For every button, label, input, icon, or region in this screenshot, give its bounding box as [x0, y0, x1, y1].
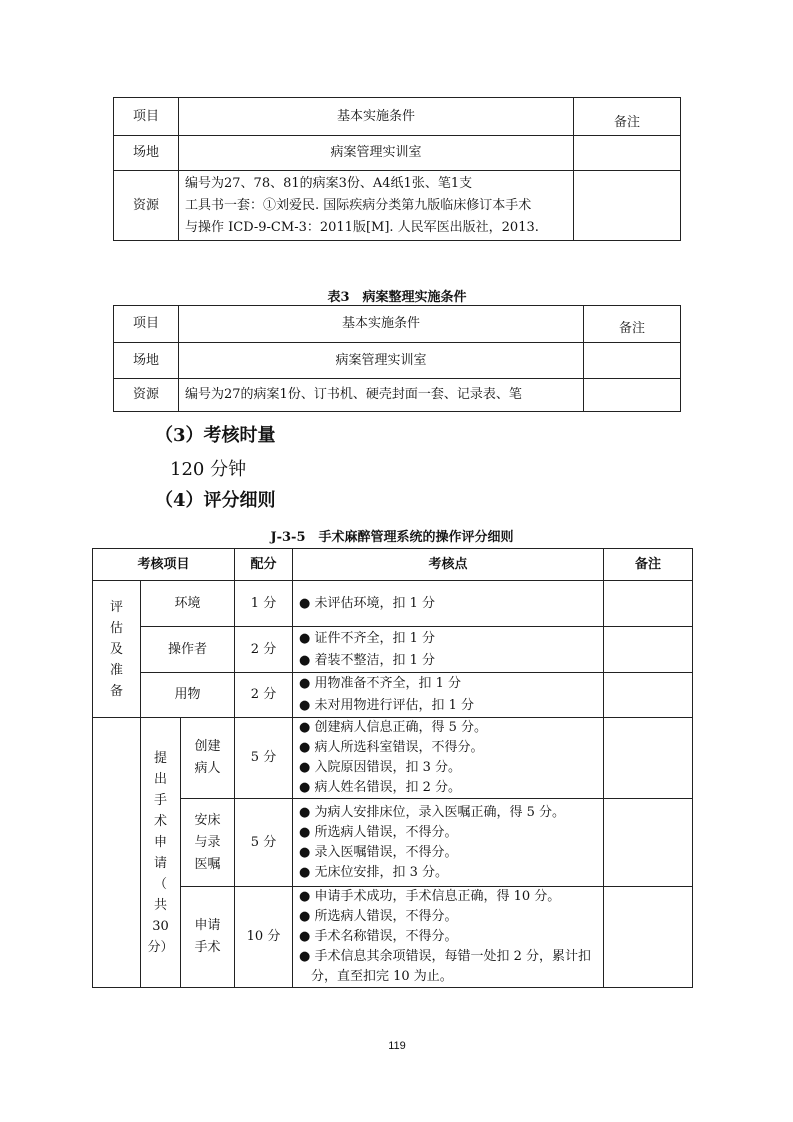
notes-cell: [574, 171, 681, 241]
scoring-point: ● 手术信息其余项错误，每错一处扣 2 分，累计扣分，直至扣完 10 为止。: [299, 949, 592, 984]
table-3-title: J-3-5 手术麻醉管理系统的操作评分细则: [270, 530, 514, 545]
points-cell: [293, 799, 604, 887]
table-row: [93, 581, 693, 627]
scoring-point: ● 病人姓名错误，扣 2 分。: [299, 780, 462, 795]
scoring-point: ● 病人所选科室错误，不得分。: [299, 740, 484, 755]
scoring-point: ● 手术名称错误，不得分。: [299, 929, 458, 944]
scoring-table: [92, 548, 693, 988]
sub-item-label: 安床 与录 医嘱: [181, 799, 235, 887]
row-label: 场地: [114, 343, 179, 379]
item-label: 操作者: [141, 627, 235, 673]
item-label: 环境: [141, 581, 235, 627]
sub-item-label: 申请 手术: [181, 887, 235, 988]
item-label: 用物: [141, 673, 235, 718]
header-notes: 备注: [574, 98, 681, 136]
notes-cell: [604, 718, 693, 799]
header-item: 项目: [114, 98, 179, 136]
table-2: [113, 305, 681, 412]
group-label: 提 出 手 术 申 请 （ 共 30 分）: [141, 718, 181, 988]
scoring-point: ● 入院原因错误，扣 3 分。: [299, 760, 462, 775]
notes-cell: [604, 887, 693, 988]
points-cell: [293, 627, 604, 673]
score: 5 分: [235, 718, 293, 799]
header-notes: 备注: [604, 549, 693, 581]
table-row: [93, 799, 693, 887]
header-points: 考核点: [293, 549, 604, 581]
scoring-point: ● 未对用物进行评估，扣 1 分: [299, 698, 475, 713]
section-3-heading: （3）考核时量: [155, 425, 276, 446]
scoring-point: ● 所选病人错误，不得分。: [299, 824, 458, 840]
header-item: 项目: [114, 306, 179, 343]
header-assessment-item: 考核项目: [93, 549, 235, 581]
scoring-point: ● 着装不整洁，扣 1 分: [299, 652, 436, 668]
score: 5 分: [235, 799, 293, 887]
row-label: 场地: [114, 136, 179, 171]
notes-cell: [584, 379, 681, 412]
group-label: 评 估 及 准 备: [93, 581, 141, 718]
scoring-point: ● 证件不齐全，扣 1 分: [299, 630, 436, 646]
notes-cell: [604, 581, 693, 627]
page-number: 119: [388, 1040, 406, 1052]
section-3-text: 120 分钟: [170, 459, 247, 480]
table-row: [93, 887, 693, 988]
scoring-point: ● 为病人安排床位，录入医嘱正确，得 5 分。: [299, 804, 566, 820]
scoring-point: ● 申请手术成功，手术信息正确，得 10 分。: [299, 889, 561, 904]
notes-cell: [604, 627, 693, 673]
scoring-point: ● 所选病人错误，不得分。: [299, 909, 458, 924]
scoring-point: ● 创建病人信息正确，得 5 分。: [299, 720, 488, 735]
table-row: [93, 627, 693, 673]
points-cell: [293, 673, 604, 718]
row-content: 病案管理实训室: [179, 343, 584, 379]
points-cell: [293, 718, 604, 799]
header-conditions: 基本实施条件: [179, 98, 574, 136]
text-line: 与操作 ICD-9-CM-3：2011版[M]. 人民军医出版社，2013.: [185, 219, 539, 235]
notes-cell: [604, 799, 693, 887]
row-content: 编号为27的病案1份、订书机、硬壳封面一套、记录表、笔: [179, 379, 584, 412]
notes-cell: [574, 136, 681, 171]
notes-cell: [584, 343, 681, 379]
row-content: 病案管理实训室: [179, 136, 574, 171]
points-cell: [293, 581, 604, 627]
score: 2 分: [235, 673, 293, 718]
table-2-title: 表3 病案整理实施条件: [327, 290, 467, 305]
header-score: 配分: [235, 549, 293, 581]
score: 10 分: [235, 887, 293, 988]
points-cell: [293, 887, 604, 988]
notes-cell: [604, 673, 693, 718]
row-content: [179, 171, 574, 241]
header-notes: 备注: [584, 306, 681, 343]
table-1: [113, 97, 681, 241]
score: 2 分: [235, 627, 293, 673]
sub-item-label: 创建 病人: [181, 718, 235, 799]
text-line: 编号为27、78、81的病案3份、A4纸1张、笔1支: [185, 175, 473, 191]
scoring-point: ● 用物准备不齐全，扣 1 分: [299, 676, 462, 691]
row-label: 资源: [114, 171, 179, 241]
table-row: [93, 673, 693, 718]
empty-cell: [93, 718, 141, 988]
row-label: 资源: [114, 379, 179, 412]
score: 1 分: [235, 581, 293, 627]
scoring-point: ● 录入医嘱错误，不得分。: [299, 844, 458, 860]
scoring-point: ● 未评估环境，扣 1 分: [299, 595, 436, 611]
section-4-heading: （4）评分细则: [155, 490, 276, 511]
header-conditions: 基本实施条件: [179, 306, 584, 343]
scoring-point: ● 无床位安排，扣 3 分。: [299, 864, 449, 880]
text-line: 工具书一套：①刘爱民. 国际疾病分类第九版临床修订本手术: [185, 197, 532, 213]
table-row: [93, 718, 693, 799]
